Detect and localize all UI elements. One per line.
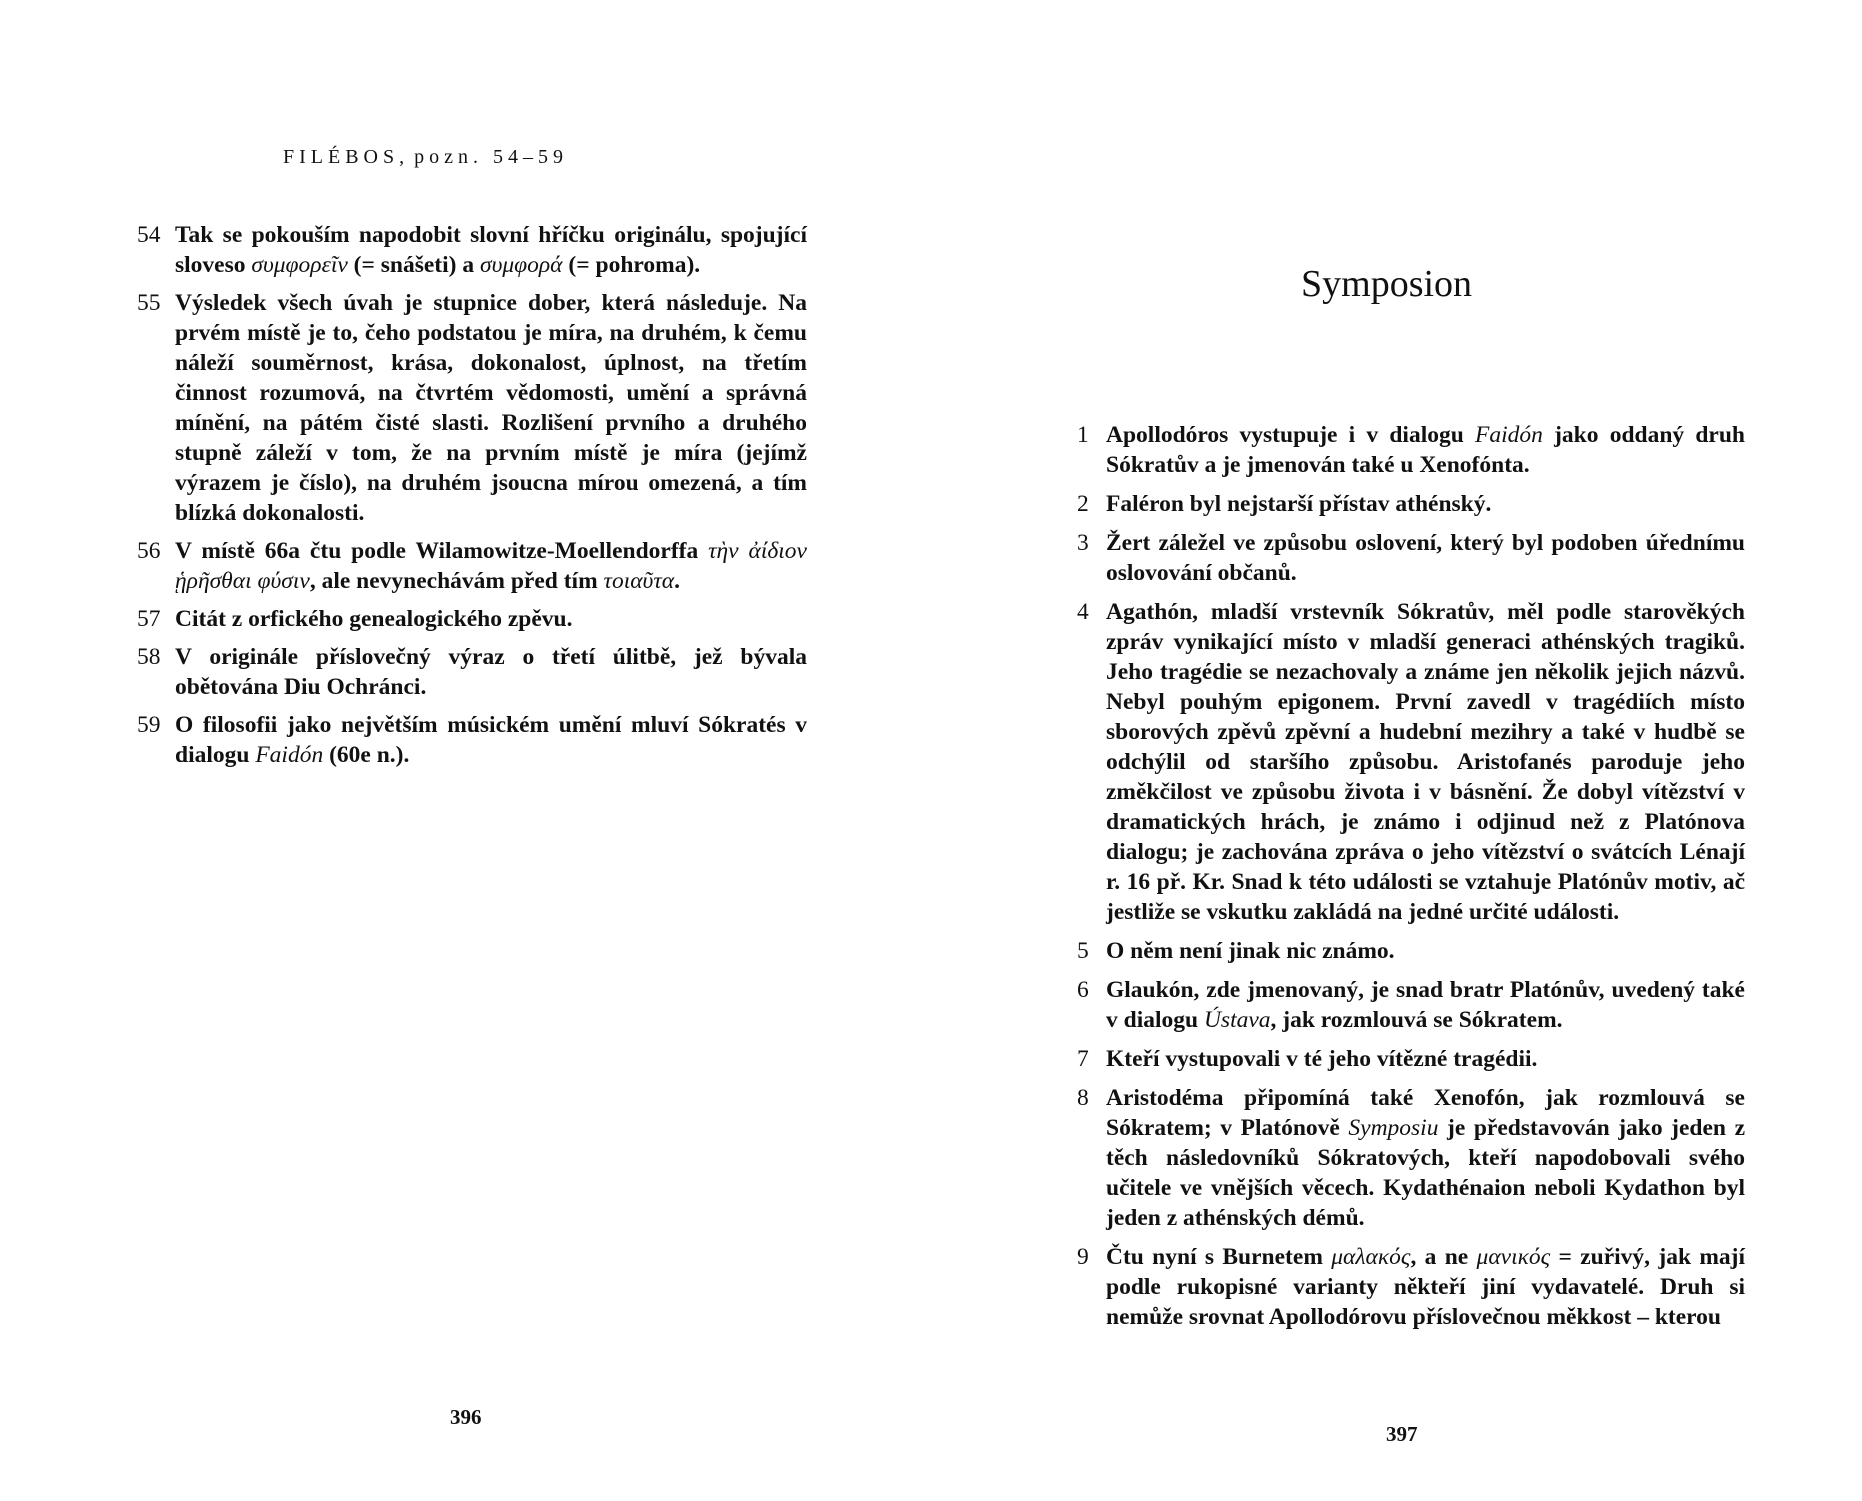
italic-title: Symposiu — [1348, 1115, 1439, 1141]
running-head — [283, 146, 568, 169]
footnote — [1077, 420, 1745, 480]
footnote-text — [1106, 489, 1745, 519]
footnote-number: 5 — [1077, 938, 1089, 964]
footnote — [1077, 489, 1745, 519]
italic-title: Ústava — [1203, 1007, 1271, 1033]
footnote — [137, 604, 807, 634]
footnote-number: 56 — [137, 538, 161, 564]
footnote-number: 58 — [137, 644, 161, 670]
footnote-text — [1106, 420, 1745, 480]
footnote-text-run: , ale nevynechávám před tím — [309, 568, 604, 594]
footnote-number: 55 — [137, 290, 161, 316]
running-head-separator: , — [399, 146, 405, 168]
footnote-text-run: Apollodóros vystupuje i v dialogu — [1106, 422, 1475, 448]
footnote-number: 9 — [1077, 1244, 1089, 1270]
footnote-number: 7 — [1077, 1046, 1089, 1072]
footnote — [137, 288, 807, 528]
footnote-text — [1106, 1083, 1745, 1233]
footnote-text-run: Faléron byl nejstarší přístav athénský. — [1106, 491, 1492, 517]
italic-title: Faidón — [255, 742, 324, 768]
footnote-number: 3 — [1077, 530, 1089, 556]
footnote — [137, 536, 807, 596]
footnote-text-run: Výsledek všech úvah je stupnice dober, která následuje. Na prvém místě je to, čeho podstatou je míra, na druhém, k čemu náleží souměrnost, krása, dokonalost, úplnost, na třetím činnost rozumová, na čtvrtém vědomosti, umění a správná mínění, na pátém čisté slasti. Rozlišení prvního a druhého stupně záleží v tom, že na prvním místě je míra (jejímž výrazem je číslo), na druhém jsoucna mírou omezená, a tím blízká dokonalosti. — [175, 290, 807, 526]
footnote-number: 57 — [137, 606, 161, 632]
footnote-text — [1106, 936, 1745, 966]
footnote — [137, 710, 807, 770]
footnote-text-run: = zuřivý, jak mají podle rukopisné varianty někteří jiní vydavatelé. Druh si nemůže srovnat Apollodórovu příslovečnou měkkost – kterou — [1106, 1244, 1746, 1330]
italic-title: Faidón — [1475, 422, 1543, 448]
footnote-number: 8 — [1077, 1085, 1089, 1111]
footnote-text-run: jako oddaný druh Sókratův a je jmenován také u Xenofónta. — [1106, 422, 1745, 478]
footnote — [1077, 975, 1745, 1035]
footnote-number: 2 — [1077, 491, 1089, 517]
footnote — [137, 220, 807, 280]
footnote-text — [175, 536, 807, 596]
footnote-text-run: Kteří vystupovali v té jeho vítězné tragédii. — [1106, 1046, 1538, 1072]
footnote-text — [175, 710, 807, 770]
notes-list-left — [137, 220, 807, 778]
footnote-text-run: (= pohroma). — [562, 252, 701, 278]
right-page — [931, 0, 1862, 1501]
footnote-text-run: Citát z orfického genealogického zpěvu. — [175, 606, 573, 632]
footnote-text — [175, 604, 807, 634]
page-number-right: 397 — [1386, 1422, 1418, 1446]
footnote-number: 1 — [1077, 422, 1089, 448]
footnote — [1077, 1083, 1745, 1233]
running-head-title: FILÉBOS — [283, 146, 400, 168]
footnote-text-run: , jak rozmlouvá se Sókratem. — [1270, 1007, 1563, 1033]
footnote-text-run: , a ne — [1410, 1244, 1477, 1270]
footnote-text-run: V místě 66a čtu podle Wilamowitze-Moellendorffa — [175, 538, 709, 564]
footnote-text — [1106, 597, 1745, 927]
footnote — [1077, 528, 1745, 588]
greek-term: τοιαῦτα — [603, 568, 675, 594]
footnote-number: 4 — [1077, 599, 1089, 625]
running-head-label: pozn. — [414, 146, 484, 168]
footnote-text — [175, 642, 807, 702]
greek-term: μαλακός — [1331, 1244, 1411, 1270]
footnote-text-run: Aristodéma připomíná také Xenofón, jak rozmlouvá se Sókratem; v Platónově — [1106, 1085, 1745, 1141]
footnote-text-run: O něm není jinak nic známo. — [1106, 938, 1395, 964]
footnote — [1077, 936, 1745, 966]
footnote-text-run: Glaukón, zde jmenovaný, je snad bratr Platónův, uvedený také v dialogu — [1106, 977, 1745, 1033]
greek-term: μανικός — [1476, 1244, 1551, 1270]
footnote — [1077, 597, 1745, 927]
greek-term: συμφορεῖν — [251, 252, 348, 278]
notes-list-right — [1077, 420, 1745, 1341]
footnote-text-run: . — [674, 568, 680, 594]
footnote — [1077, 1242, 1745, 1332]
footnote-text-run: je představován jako jeden z těch následovníků Sókratových, kteří napodobovali svého učitele ve vnějších věcech. Kydathénaion neboli Kydathon byl jeden z athénských démů. — [1106, 1115, 1745, 1231]
footnote-text-run: Tak se pokouším napodobit slovní hříčku originálu, spojující sloveso — [175, 222, 807, 278]
footnote-number: 54 — [137, 222, 161, 248]
running-head-range: 54–59 — [493, 146, 569, 168]
footnote-text-run: (60e n.). — [323, 742, 410, 768]
footnote-text — [175, 288, 807, 528]
page-number-left: 396 — [450, 1405, 482, 1429]
footnote-text — [1106, 1242, 1745, 1332]
greek-term: συμφορά — [479, 252, 563, 278]
footnote-text — [1106, 528, 1745, 588]
footnote-text — [1106, 975, 1745, 1035]
footnote-number: 6 — [1077, 977, 1089, 1003]
footnote-text-run: O filosofii jako největším músickém umění mluví Sókratés v dialogu — [175, 712, 807, 768]
footnote — [137, 642, 807, 702]
footnote-text-run: Čtu nyní s Burnetem — [1106, 1244, 1332, 1270]
footnote-text-run: Agathón, mladší vrstevník Sókratův, měl podle starověkých zpráv vynikající místo v mladší generaci athénských tragiků. Jeho tragédie se nezachovaly a známe jen několik jejich názvů. Nebyl pouhým epigonem. První zavedl v tragédiích místo sborových zpěvů zpěvní a hudební mezihry a také v hudbě se odchýlil od staršího způsobu. Aristofanés paroduje jeho změkčilost ve způsobu života i v básnění. Že dobyl vítězství v dramatických hrách, je známo i odjinud než z Platónova dialogu; je zachována zpráva o jeho vítězství o svátcích Lénají r. 16 př. Kr. Snad k této události se vztahuje Platónův motiv, ač jestliže se vskutku zakládá na jedné určité události. — [1106, 599, 1745, 925]
section-title: Symposion — [1301, 263, 1473, 305]
greek-term: τὴν ἀίδιον ᾑρῆσθαι φύσιν — [175, 538, 807, 594]
footnote — [1077, 1044, 1745, 1074]
footnote-text-run: V originále příslovečný výraz o třetí úlitbě, jež bývala obětována Diu Ochránci. — [175, 644, 807, 700]
footnote-text — [175, 220, 807, 280]
footnote-text — [1106, 1044, 1745, 1074]
footnote-number: 59 — [137, 712, 161, 738]
footnote-text-run: (= snášeti) a — [347, 252, 480, 278]
footnote-text-run: Žert záležel ve způsobu oslovení, který byl podoben úřednímu oslovování občanů. — [1106, 530, 1745, 586]
